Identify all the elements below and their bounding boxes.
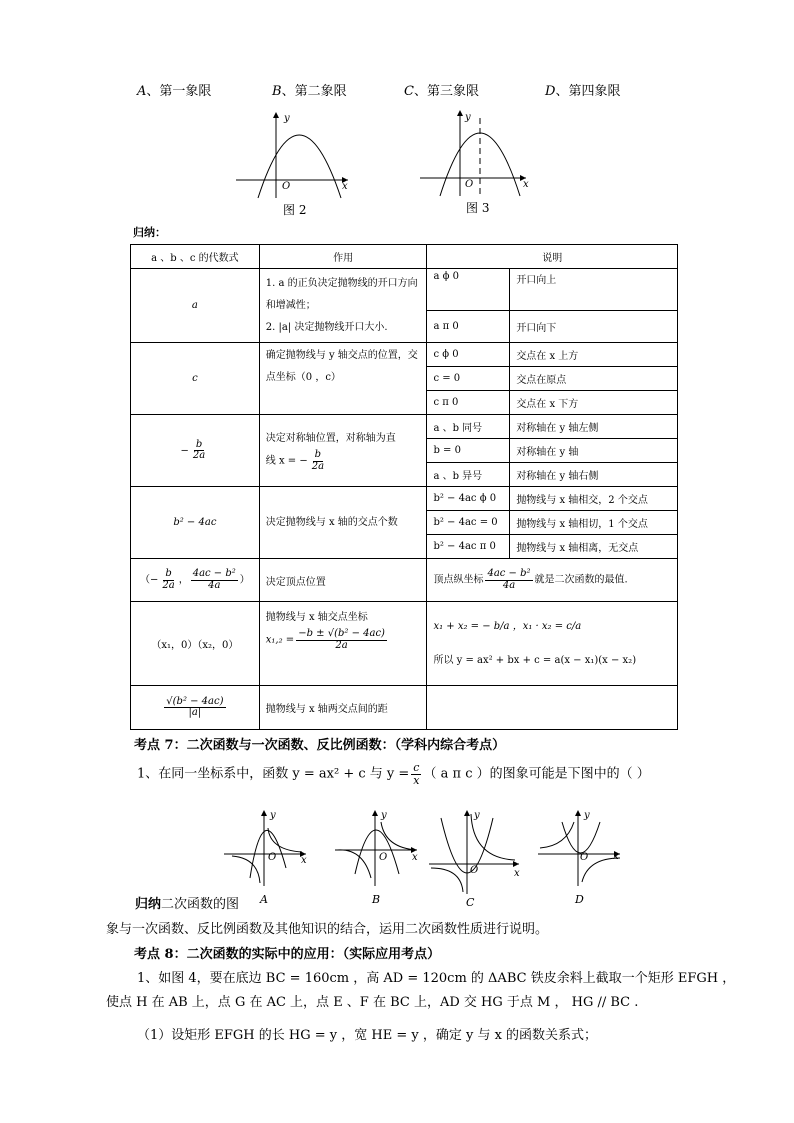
graph-option-c — [427, 808, 527, 896]
frac-den: x — [413, 773, 420, 787]
fig2-x-label: x — [342, 181, 348, 192]
cell-expr-dist — [131, 686, 260, 730]
table-row — [131, 269, 678, 311]
cell-expr-disc: b² − 4ac — [131, 487, 260, 559]
cond-disc-1: b² − 4ac ϕ 0 — [427, 487, 510, 511]
cell-expr-vertex — [131, 559, 260, 602]
cell-expr-c: c — [131, 343, 260, 415]
graph-a-o: O — [268, 852, 277, 863]
header-desc: 说明 — [427, 245, 678, 269]
graph-label-d: D — [575, 893, 584, 906]
table-row — [131, 415, 678, 439]
figure-2-graph — [236, 110, 356, 200]
cond-axis-3: a 、b 异号 — [427, 463, 510, 487]
table-row — [131, 602, 678, 686]
desc-axis-1: 对称轴在 y 轴左侧 — [510, 415, 678, 439]
graph-option-a — [222, 808, 312, 888]
option-d — [545, 80, 620, 99]
frac-num: c — [413, 761, 420, 774]
role-axis-prefix: 线 x = − — [265, 455, 308, 467]
fraction-vertex-x — [160, 569, 176, 591]
kaodian7-title: 考点 7：二次函数与一次函数、反比例函数：（学科内综合考点） — [134, 738, 506, 753]
frac-den: 2a — [192, 450, 206, 461]
fig2-caption: 图 2 — [283, 203, 307, 217]
desc-a-2: 开口向下 — [510, 311, 678, 343]
roots-formula — [266, 629, 421, 651]
summary-label-2: 归纳 — [135, 897, 162, 912]
option-letter: D — [545, 84, 556, 99]
graph-c-x: x — [514, 868, 520, 879]
cond-a-1: a ϕ 0 — [427, 269, 510, 311]
vertex-desc-suffix: 就是二次函数的最值. — [534, 574, 628, 586]
desc-axis-3: 对称轴在 y 轴右侧 — [510, 463, 678, 487]
cell-role-c: 确定抛物线与 y 轴交点的位置，交点坐标（0 ，c） — [259, 343, 427, 415]
cell-desc-vertex — [427, 559, 678, 602]
fig3-y-label: y — [465, 112, 471, 123]
graph-c-o: O — [470, 865, 479, 876]
table-header-row — [131, 245, 678, 269]
cell-role-axis — [259, 415, 427, 487]
desc-axis-2: 对称轴在 y 轴 — [510, 439, 678, 463]
desc-disc-3: 抛物线与 x 轴相离，无交点 — [510, 535, 678, 559]
option-text: 、第二象限 — [281, 84, 347, 99]
kaodian8-para3: （1）设矩形 EFGH 的长 HG = y ，宽 HE = y ，确定 y 与 x 的函数关系式； — [137, 1028, 598, 1043]
fraction-c-x — [411, 762, 421, 786]
graph-b-y: y — [381, 810, 387, 821]
kaodian8-title: 考点 8：二次函数的实际中的应用：（实际应用考点） — [134, 947, 441, 962]
frac-den: 4a — [208, 579, 221, 591]
header-expr: a 、b 、c 的代数式 — [131, 245, 260, 269]
desc-c-2: 交点在原点 — [510, 367, 678, 391]
minus-sign: − — [180, 445, 189, 456]
graph-a-x: x — [301, 855, 307, 866]
option-a — [137, 80, 211, 99]
frac-den: 4a — [502, 579, 516, 591]
desc-c-3: 交点在 x 下方 — [510, 391, 678, 415]
option-text: 、第三象限 — [413, 84, 479, 99]
role-roots-text: 抛物线与 x 轴交点坐标 — [265, 612, 368, 623]
cond-c-3: c π 0 — [427, 391, 510, 415]
graph-label-c: C — [466, 896, 475, 909]
vieta-formulas: x₁ + x₂ = − b/a ，x₁ · x₂ = c/a — [433, 620, 582, 632]
kaodian8-para1: 1、如图 4，要在底边 BC = 160cm ，高 AD = 120cm 的 ΔABC 铁皮余料上截取一个矩形 EFGH ， — [137, 971, 736, 986]
paren-close: ） — [239, 574, 250, 586]
table-row — [131, 686, 678, 730]
graph-option-d — [536, 808, 626, 888]
desc-c-1: 交点在 x 上方 — [510, 343, 678, 367]
frac-num: √(b² − 4ac) — [166, 695, 224, 707]
cell-role-roots — [259, 602, 427, 686]
cond-disc-3: b² − 4ac π 0 — [427, 535, 510, 559]
cell-expr-axis — [131, 415, 260, 487]
graph-d-x: x — [613, 851, 619, 862]
cell-desc-roots — [427, 602, 678, 686]
kaodian7-summary-line1 — [135, 893, 239, 912]
header-role: 作用 — [259, 245, 427, 269]
question-text-b: （ a π c ）的图象可能是下图中的（ ） — [423, 766, 650, 782]
role-a-line2: 2. |a| 决定抛物线开口大小. — [265, 321, 388, 333]
fig2-y-label: y — [284, 113, 290, 124]
frac-den: 2a — [162, 579, 175, 591]
frac-num: b — [314, 449, 322, 461]
desc-a-1: 开口向上 — [510, 269, 678, 311]
cell-role-a — [259, 269, 427, 343]
role-axis-line1: 决定对称轴位置，对称轴为直 — [265, 433, 396, 445]
option-letter: B — [272, 84, 282, 99]
option-text: 、第四象限 — [555, 84, 621, 99]
summary-label: 归纳： — [133, 226, 166, 239]
cond-a-2: a π 0 — [427, 311, 510, 343]
desc-disc-2: 抛物线与 x 轴相切，1 个交点 — [510, 511, 678, 535]
frac-den: 2a — [335, 639, 348, 651]
fig3-origin-label: O — [465, 179, 474, 190]
cell-expr-a: a — [131, 269, 260, 343]
graph-b-o: O — [379, 852, 388, 863]
graph-option-b — [333, 808, 423, 888]
kaodian8-para2: 使点 H 在 AB 上，点 G 在 AC 上，点 E 、F 在 BC 上，AD 交 HG 于点 M ， HG // BC . — [106, 995, 639, 1010]
option-c — [404, 80, 479, 99]
option-letter: A — [137, 84, 147, 99]
fraction-distance — [164, 697, 225, 719]
desc-disc-1: 抛物线与 x 轴相交，2 个交点 — [510, 487, 678, 511]
frac-num: b — [195, 438, 203, 450]
frac-num: −b ± √(b² − 4ac) — [298, 628, 385, 639]
fig3-caption: 图 3 — [466, 201, 490, 215]
cond-c-2: c = 0 — [427, 367, 510, 391]
table-row — [131, 559, 678, 602]
cell-expr-roots: （x₁，0）（x₂，0） — [131, 602, 260, 686]
fig3-x-label: x — [523, 179, 529, 190]
vertex-desc-prefix: 顶点纵坐标 — [433, 574, 484, 586]
graph-label-a: A — [260, 893, 268, 906]
cell-role-dist: 抛物线与 x 轴两交点间的距 — [259, 686, 427, 730]
frac-num: b — [165, 568, 172, 579]
fig2-origin-label: O — [282, 181, 291, 192]
comma: ， — [178, 574, 189, 586]
cell-role-vertex: 决定顶点位置 — [259, 559, 427, 602]
factored-form: 所以 y = ax² + bx + c = a(x − x₁)(x − x₂) — [433, 654, 637, 666]
frac-den: |a| — [188, 707, 202, 718]
option-letter: C — [404, 84, 414, 99]
figure-3-graph — [420, 108, 535, 198]
fraction-vertex-value — [485, 569, 532, 591]
graph-b-x: x — [412, 852, 418, 863]
fraction-vertex-y — [191, 569, 238, 591]
paren-open: （− — [139, 574, 159, 586]
frac-num: 4ac − b² — [487, 568, 531, 579]
cell-role-disc: 决定抛物线与 x 轴的交点个数 — [259, 487, 427, 559]
question-text-a: 1、在同一坐标系中，函数 y = ax² + c 与 y = — [137, 766, 410, 782]
kaodian7-question — [137, 762, 650, 786]
coefficient-table — [130, 244, 678, 730]
summary-text-1: 二次函数的图 — [161, 897, 240, 912]
graph-a-y: y — [270, 810, 276, 821]
frac-num: 4ac − b² — [192, 568, 236, 579]
cond-disc-2: b² − 4ac = 0 — [427, 511, 510, 535]
frac-den: 2a — [311, 460, 325, 472]
graph-label-b: B — [372, 893, 381, 906]
table-row — [131, 487, 678, 511]
cell-desc-dist — [427, 686, 678, 730]
graph-d-o: O — [580, 852, 589, 863]
fraction-roots — [296, 629, 387, 651]
kaodian7-summary-line2: 象与一次函数、反比例函数及其他知识的结合，运用二次函数性质进行说明。 — [106, 922, 549, 937]
option-b — [272, 80, 347, 99]
cond-c-1: c ϕ 0 — [427, 343, 510, 367]
role-axis-line2 — [266, 450, 421, 473]
option-text: 、第一象限 — [146, 84, 212, 99]
graph-d-y: y — [584, 810, 590, 821]
role-a-line1: 1. a 的正负决定抛物线的开口方向和增减性； — [265, 277, 418, 311]
graph-c-y: y — [474, 810, 480, 821]
cond-axis-1: a 、b 同号 — [427, 415, 510, 439]
fraction-axis — [310, 450, 326, 472]
table-row — [131, 343, 678, 367]
cond-axis-2: b = 0 — [427, 439, 510, 463]
fraction-b-2a — [191, 440, 207, 462]
roots-formula-prefix: x₁,₂ = — [265, 634, 295, 646]
